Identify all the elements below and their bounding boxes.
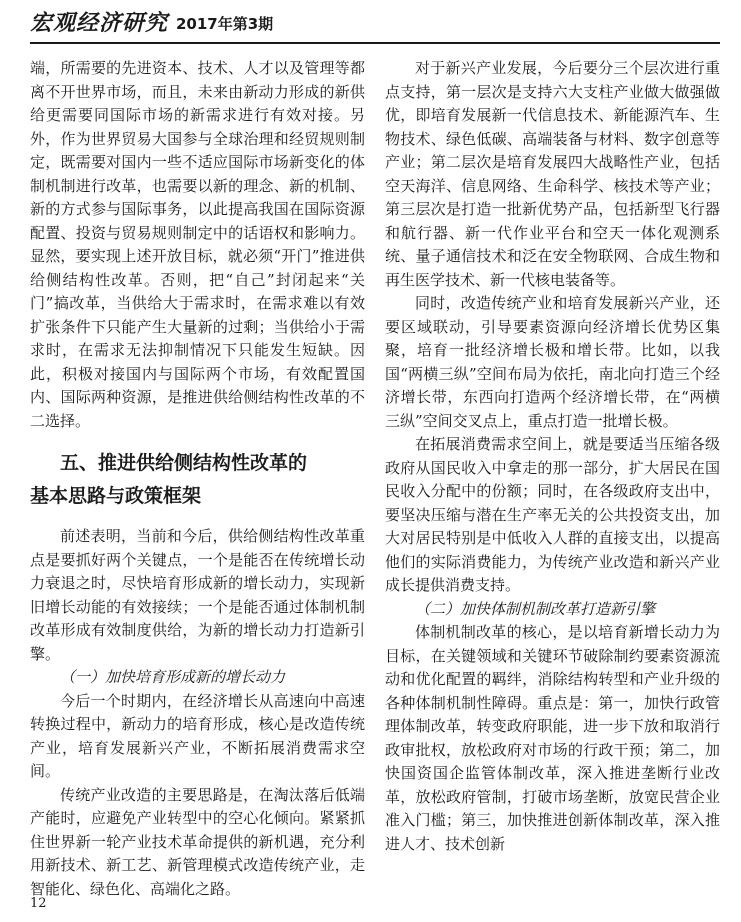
issue-label: 2017年第3期 bbox=[176, 15, 274, 33]
journal-title: 宏观经济研究 bbox=[30, 10, 169, 36]
right-paragraph-2: 同时，改造传统产业和培育发展新兴产业，还要区域联动，引导要素资源向经济增长优势区集聚，培育一批经济增长极和增长带。比如，以我国“两横三纵”空间布局为依托，南北向打造三个经济增长带，东西向打造两个经济增长带，在“两横三纵”空间交叉点上，重点打造一批增长极。 bbox=[385, 294, 720, 430]
left-paragraph-3: 今后一个时期内，在经济增长从高速向中高速转换过程中，新动力的培育形成，核心是改造传统产业，培育发展新兴产业，不断拓展消费需求空间。 bbox=[30, 691, 365, 780]
left-paragraph-2: 前述表明，当前和今后，供给侧结构性改革重点是要抓好两个关键点，一个是能否在传统增长动力衰退之时，尽快培育形成新的增长动力，实现新旧增长动能的有效接续；一个是能否通过体制机制改革形成有效制度供给，为新的增长动力打造新引擎。 bbox=[30, 527, 365, 663]
left-paragraph-1: 端，所需要的先进资本、技术、人才以及管理等都离不开世界市场，而且，未来由新动力形成的新供给更需要同国际市场的新需求进行有效对接。另外，作为世界贸易大国参与全球治理和经贸规则制定，既需要对国内一些不适应国际市场新变化的体制机制进行改革，也需要以新的理念、新的机制、新的方式参与国际事务，以此提高我国在国际资源配置、投资与贸易规则制定中的话语权和影响力。显然，要实现上述开放目标，就必须“开门”推进供给侧结构性改革。否则，把“自己”封闭起来“关门”搞改革，当供给大于需求时，在需求难以有效扩张条件下只能产生大量新的过剩；当供给小于需求时，在需求无法抑制情况下只能发生短缺。因此，积极对接国内与国际两个市场，有效配置国内、国际两种资源，是推进供给侧结构性改革的不二选择。 bbox=[30, 59, 365, 430]
section-heading bbox=[30, 447, 365, 513]
left-column bbox=[30, 57, 365, 898]
page-header bbox=[30, 8, 720, 38]
right-paragraph-4: 体制机制改革的核心，是以培育新增长动力为目标，在关键领域和关键环节破除制约要素资源流动和优化配置的羁绊，消除结构转型和产业升级的各种体制机制性障碍。重点是：第一，加快行政管理体制改革，转变政府职能，进一步下放和取消行政审批权，放松政府对市场的行政干预；第二，加快国资国企监管体制改革，深入推进垄断行业改革，放松政府管制，打破市场垄断，放宽民营企业准入门槛；第三，加快推进创新体制改革，深入推进人才、技术创新 bbox=[385, 623, 720, 853]
right-paragraph-1: 对于新兴产业发展，今后要分三个层次进行重点支持，第一层次是支持六大支柱产业做大做强做优，即培育发展新一代信息技术、新能源汽车、生物技术、绿色低碳、高端装备与材料、数字创意等产业；第二层次是培育发展四大战略性产业，包括空天海洋、信息网络、生命科学、核技术等产业；第三层次是打造一批新优势产品，包括新型飞行器和航行器、新一代作业平台和空天一体化观测系统、量子通信技术和泛在安全物联网、合成生物和再生医学技术、新一代核电装备等。 bbox=[385, 59, 720, 289]
subsection-heading-1: （一）加快培育形成新的增长动力 bbox=[60, 668, 286, 686]
section-heading-line-1: 五、推进供给侧结构性改革的 bbox=[60, 452, 308, 474]
section-heading-line-2: 基本思路与政策框架 bbox=[30, 485, 202, 507]
right-column bbox=[385, 57, 720, 887]
right-paragraph-3: 在拓展消费需求空间上，就是要适当压缩各级政府从国民收入中拿走的那一部分，扩大居民在国民收入分配中的份额；同时，在各级政府支出中，要坚决压缩与潜在生产率无关的公共投资支出，加大对居民特别是中低收入人群的直接支出，以提高他们的实际消费能力，为传统产业改造和新兴产业成长提供消费支持。 bbox=[385, 435, 720, 594]
left-paragraph-4: 传统产业改造的主要思路是，在淘汰落后低端产能时，应避免产业转型中的空心化倾向。紧紧抓住世界新一轮产业技术革命提供的新机遇，充分利用新技术、新工艺、新管理模式改造传统产业，走智能化、绿色化、高端化之路。 bbox=[30, 785, 365, 898]
header-rule bbox=[30, 42, 720, 44]
subsection-heading-2: （二）加快体制机制改革打造新引擎 bbox=[415, 599, 656, 618]
page-number: 12 bbox=[30, 896, 47, 911]
